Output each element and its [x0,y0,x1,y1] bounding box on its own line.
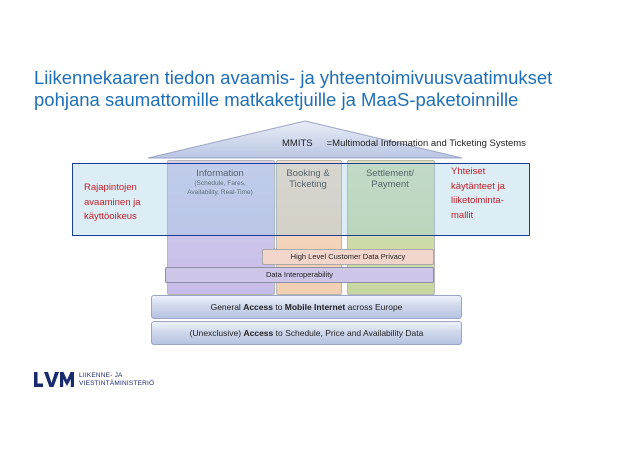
right-annotation-line-2: käytänteet ja [451,180,505,192]
booking-line-2: Ticketing [289,179,327,190]
base-mobile-internet [151,295,462,319]
ministry-line-1: LIIKENNE- JA [79,372,123,379]
base-1-text-c: across Europe [345,302,403,312]
mmits-definition: =Multimodal Information and Ticketing Systems [326,138,526,149]
base-2-bold-access: Access [243,328,274,338]
ministry-line-2: VIESTINTÄMINISTERIÖ [79,379,155,387]
information-sub-1: (Schedule, Fares, [194,180,246,187]
base-1-text-a: General [210,302,244,312]
settlement-line-1: Settlement/ [365,168,415,179]
mmits-caption [282,138,526,149]
base-1-bold-access: Access [243,302,273,312]
data-interoperability-bar: Data Interoperability [165,267,434,283]
right-annotation-line-4: mallit [451,209,474,221]
right-annotation [451,165,531,223]
base-2-text-b: to Schedule, Price and Availability Data [273,328,424,338]
right-annotation-line-1: Yhteiset [451,166,486,177]
right-annotation-line-3: liiketoiminta- [451,195,504,206]
base-1-text-b: to [272,302,285,312]
information-title: Information [196,168,244,179]
title-line-1: Liikennekaaren tiedon avaamis- ja yhteentoimivuusvaatimukset [34,67,553,88]
left-annotation-line-3: käyttöoikeus [84,211,137,222]
base-schedule-data [151,321,462,345]
ministry-name [79,372,154,387]
mmits-short: MMITS [282,138,313,149]
booking-line-1: Booking & [286,168,330,179]
base-2-text-a: (Unexclusive) [189,328,244,338]
left-annotation-line-2: avaaminen ja [84,196,141,208]
settlement-line-2: Payment [371,179,409,190]
left-annotation-line-1: Rajapintojen [84,182,137,193]
base-1-bold-internet: Mobile Internet [284,302,346,312]
data-privacy-bar: High Level Customer Data Privacy [262,249,434,265]
information-sub-2: Availability, Real-Time) [187,189,253,196]
lvm-logo-icon [34,371,76,389]
title-line-2: pohjana saumattomille matkaketjuille ja MaaS-paketoinnille [34,89,519,110]
left-annotation [84,181,164,225]
